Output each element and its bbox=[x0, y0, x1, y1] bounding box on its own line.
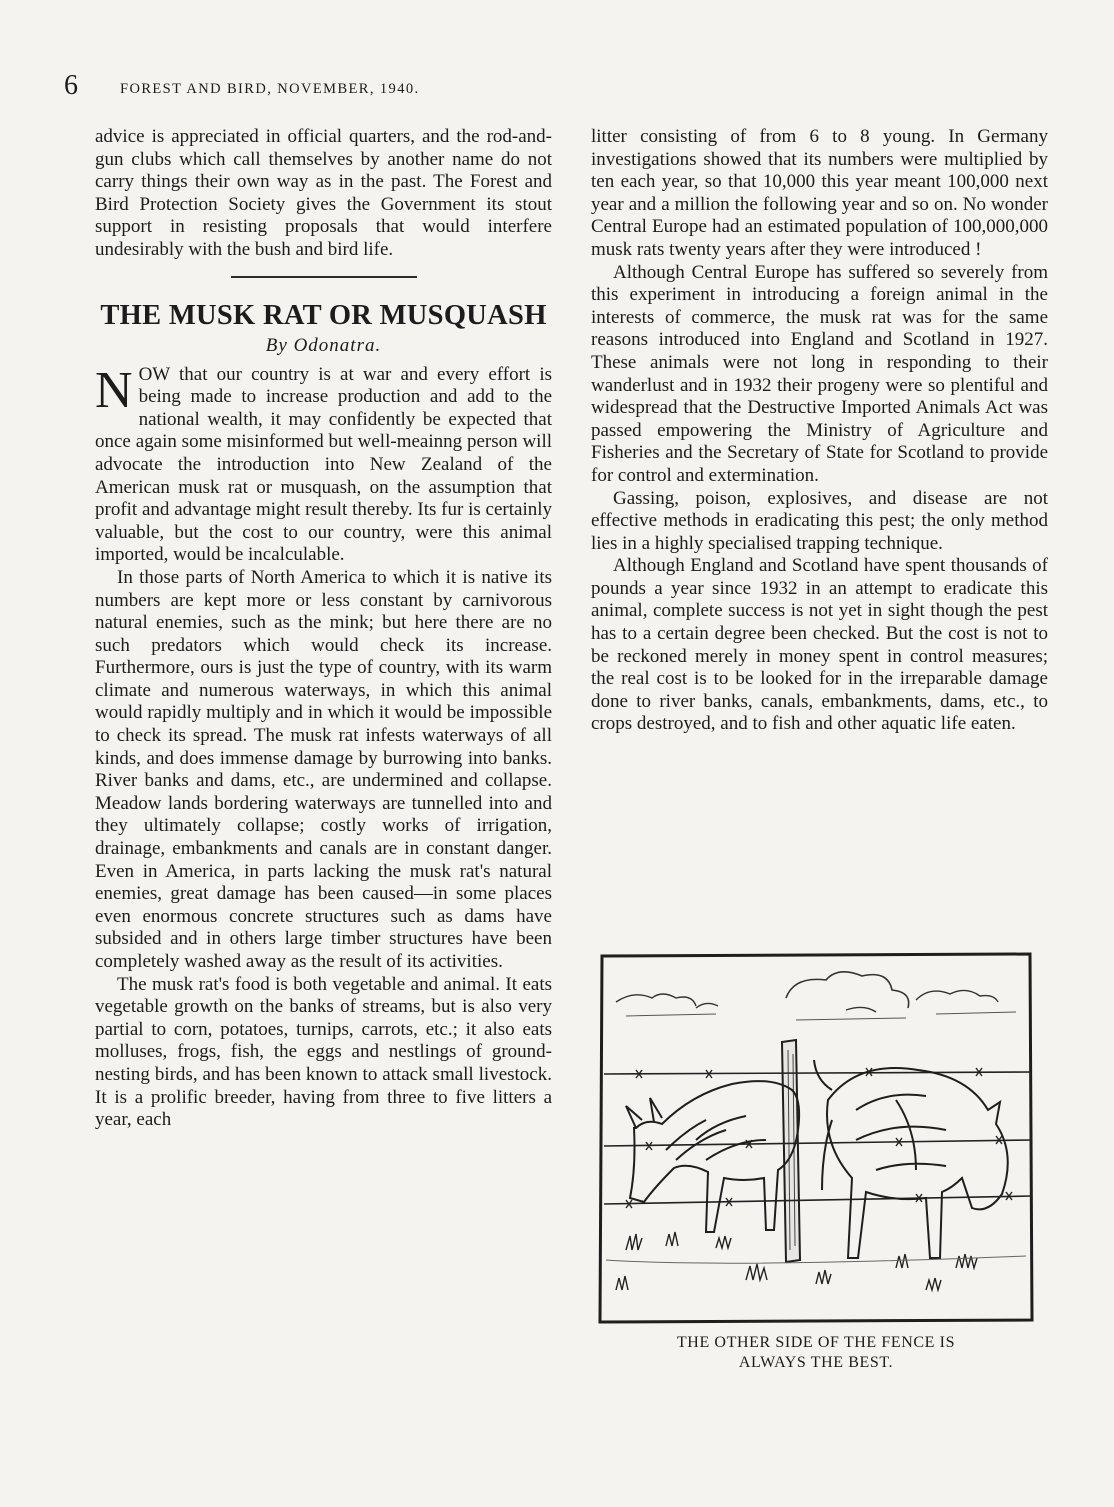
paragraph-4: Although Central Europe has suffered so severely from this experiment in introducing a foreign animal in the interests of commerce, the musk rat was for the same reasons introduced into England and Scotland in 1927. These animals were not long in responding to their wanderlust and in 1932 their progeny were so plentiful and widespread that the Destructive Imported Animals Act was passed empowering the Ministry of Agriculture and Fisheries and the Secretary of State for Scotland to provide for control and extermination. bbox=[591, 261, 1048, 486]
article-byline: By Odonatra. bbox=[265, 334, 382, 356]
opening-paragraph bbox=[95, 361, 552, 567]
section-divider bbox=[231, 276, 417, 278]
paragraph-1-body: OW that our country is at war and every effort is being made to increase production and add to the national wealth, it may confidently be expected that once again some misinformed but well-meainng person will advocate the introduction into New Zealand of the American musk rat or musquash, on the assumption that profit and advantage might result thereby. Its fur is certainly valuable, but the cost to our country, were this animal imported, would be incalculable. bbox=[95, 363, 552, 566]
article-title: THE MUSK RAT OR MUSQUASH bbox=[100, 299, 547, 331]
wire-barbs bbox=[626, 1068, 1012, 1208]
illustration-caption bbox=[596, 1333, 1036, 1373]
paragraph-2: In those parts of North America to which it is native its numbers are kept more or less constant by carnivorous natural enemies, such as the mink; but here there are no such predators which would check its increase. Furthermore, ours is just the type of country, with its warm climate and numerous waterways, in which this animal would rapidly multiply and in which it would be impossible to check its spread. The musk rat infests waterways of all kinds, and does immense damage by burrowing into banks. River banks and dams, etc., are undermined and collapse. Meadow lands bordering waterways are tunnelled into and they ultimately collapse; costly works of irrigation, drainage, embankments and canals are in constant danger. Even in America, in parts lacking the musk rat's natural enemies, great damage has been caused—in some places even enormous concrete structures such as dams have subsided and in others large timber structures have been completely washed away as the result of its activities. bbox=[95, 566, 552, 972]
left-donkey bbox=[626, 1081, 799, 1232]
drop-cap: N bbox=[95, 361, 133, 419]
page-number: 6 bbox=[64, 70, 78, 101]
cloud-sketch bbox=[696, 990, 998, 1012]
cloud-sketch bbox=[616, 994, 696, 1006]
barbed-wire bbox=[604, 1140, 1032, 1146]
right-donkey bbox=[814, 1060, 1008, 1258]
horizon-line bbox=[626, 1012, 1016, 1020]
cloud-sketch bbox=[786, 972, 909, 1008]
intro-paragraph: advice is appreciated in official quarters, and the rod-and-gun clubs which call themselves by another name do not carry things their own way as in the past. The Forest and Bird Protection Society gives the Government its stout support in resisting proposals that would interfere undesirably with the bush and bird life. bbox=[95, 126, 552, 260]
paragraph-3: The musk rat's food is both vegetable and animal. It eats vegetable growth on the banks of streams, but is also very partial to corn, potatoes, turnips, carrots, etc.; it also eats molluses, frogs, fish, the eggs and nestlings of ground-nesting birds, and has been known to attack small livestock. It is a prolific breeder, having from three to five litters a year, each bbox=[95, 973, 552, 1131]
paragraph-continued: litter consisting of from 6 to 8 young. In Germany investigations showed that its numbers were multiplied by ten each year, so that 10,000 this year meant 100,000 next year and a million the following year and so on. No wonder Central Europe had an estimated population of 100,000,000 musk rats twenty years after they were introduced ! bbox=[591, 126, 1048, 260]
paragraph-6: Although England and Scotland have spent thousands of pounds a year since 1932 in an attempt to eradicate this animal, complete success is not yet in sight though the pest has to a certain degree been checked. But the cost is not to be reckoned merely in money spent in control measures; the real cost is to be looked for in the irreparable damage done to river banks, canals, embankments, dams, etc., to crops destroyed, and to fish and other aquatic life eaten. bbox=[591, 555, 1048, 735]
caption-line-2: ALWAYS THE BEST. bbox=[738, 1354, 894, 1371]
donkeys-fence-illustration bbox=[596, 950, 1036, 1325]
left-column bbox=[95, 126, 552, 1132]
caption-line-1: THE OTHER SIDE OF THE FENCE IS bbox=[676, 1334, 956, 1351]
paragraph-5: Gassing, poison, explosives, and disease are not effective methods in eradicating this pest; the only method lies in a highly specialised trapping technique. bbox=[591, 487, 1048, 554]
right-column bbox=[591, 126, 1048, 736]
running-head: FOREST AND BIRD, NOVEMBER, 1940. bbox=[120, 81, 420, 97]
